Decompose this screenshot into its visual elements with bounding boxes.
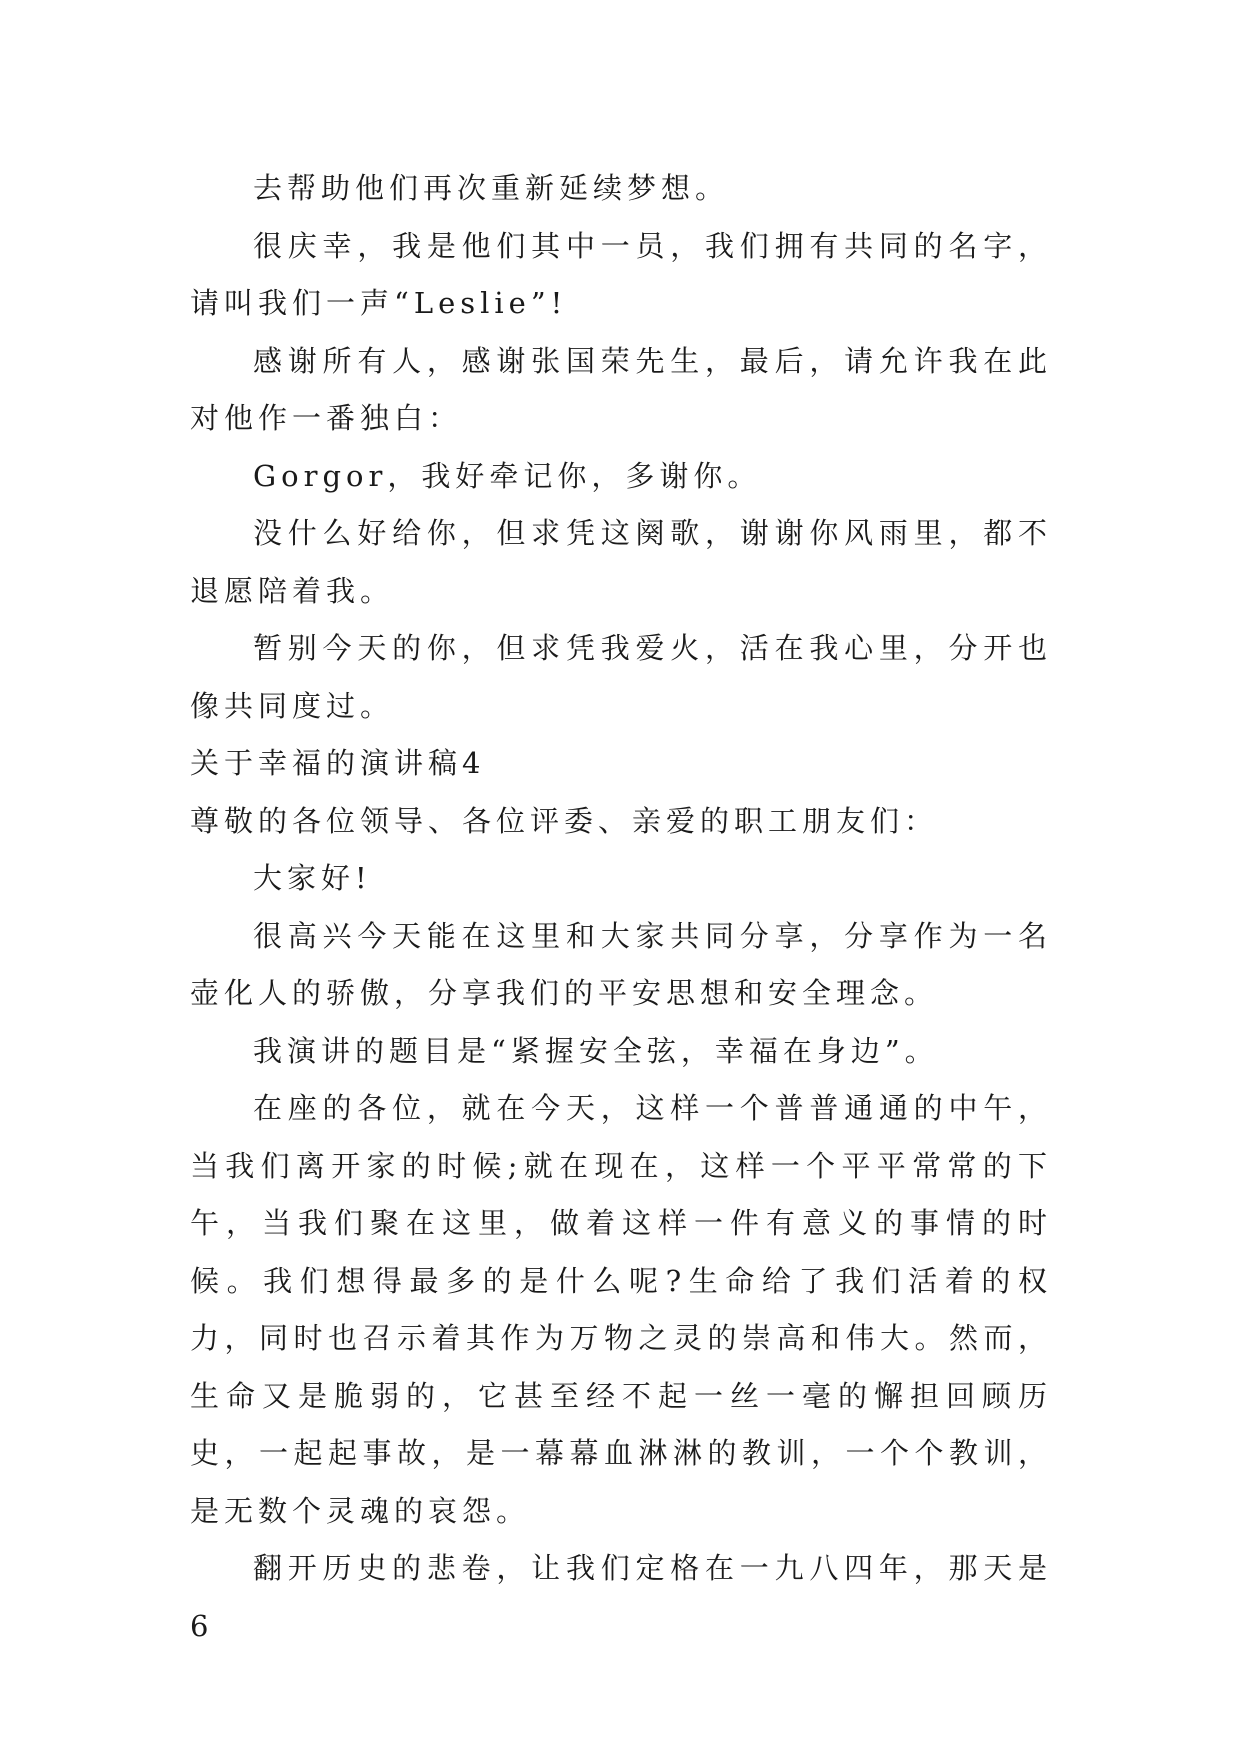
paragraph: 暂别今天的你，但求凭我爱火，活在我心里，分开也像共同度过。 <box>190 631 1052 723</box>
paragraph: 翻开历史的悲卷，让我们定格在一九八四年，那天是6 <box>190 1551 1052 1643</box>
paragraph: Gorgor，我好牵记你，多谢你。 <box>253 458 762 493</box>
salutation: 尊敬的各位领导、各位评委、亲爱的职工朋友们： <box>190 803 939 838</box>
paragraph: 没什么好给你，但求凭这阕歌，谢谢你风雨里，都不退愿陪着我。 <box>190 516 1052 608</box>
paragraph: 我演讲的题目是“紧握安全弦，幸福在身边”。 <box>253 1033 939 1068</box>
paragraph: 去帮助他们再次重新延续梦想。 <box>253 171 730 205</box>
paragraph: 在座的各位，就在今天，这样一个普普通通的中午，当我们离开家的时候;就在现在，这样一个平平常常的下午，当我们聚在这里，做着这样一件有意义的事情的时候。我们想得最多的是什么呢?生命给了我们活着的权力，同时也召示着其作为万物之灵的崇高和伟大。然而，生命又是脆弱的，它甚至经不起一丝一毫的懈担回顾历史，一起起事故，是一幕幕血淋淋的教训，一个个教训，是无数个灵魂的哀怨。 <box>190 1091 1052 1528</box>
paragraph: 感谢所有人，感谢张国荣先生，最后，请允许我在此对他作一番独白： <box>190 343 1052 435</box>
paragraph: 很高兴今天能在这里和大家共同分享，分享作为一名壶化人的骄傲，分享我们的平安思想和安全理念。 <box>190 918 1052 1010</box>
paragraph: 大家好! <box>253 861 372 895</box>
document-body <box>190 160 1052 1655</box>
paragraph: 很庆幸，我是他们其中一员，我们拥有共同的名字，请叫我们一声“Leslie”! <box>190 228 1052 320</box>
section-title: 关于幸福的演讲稿4 <box>190 746 486 780</box>
